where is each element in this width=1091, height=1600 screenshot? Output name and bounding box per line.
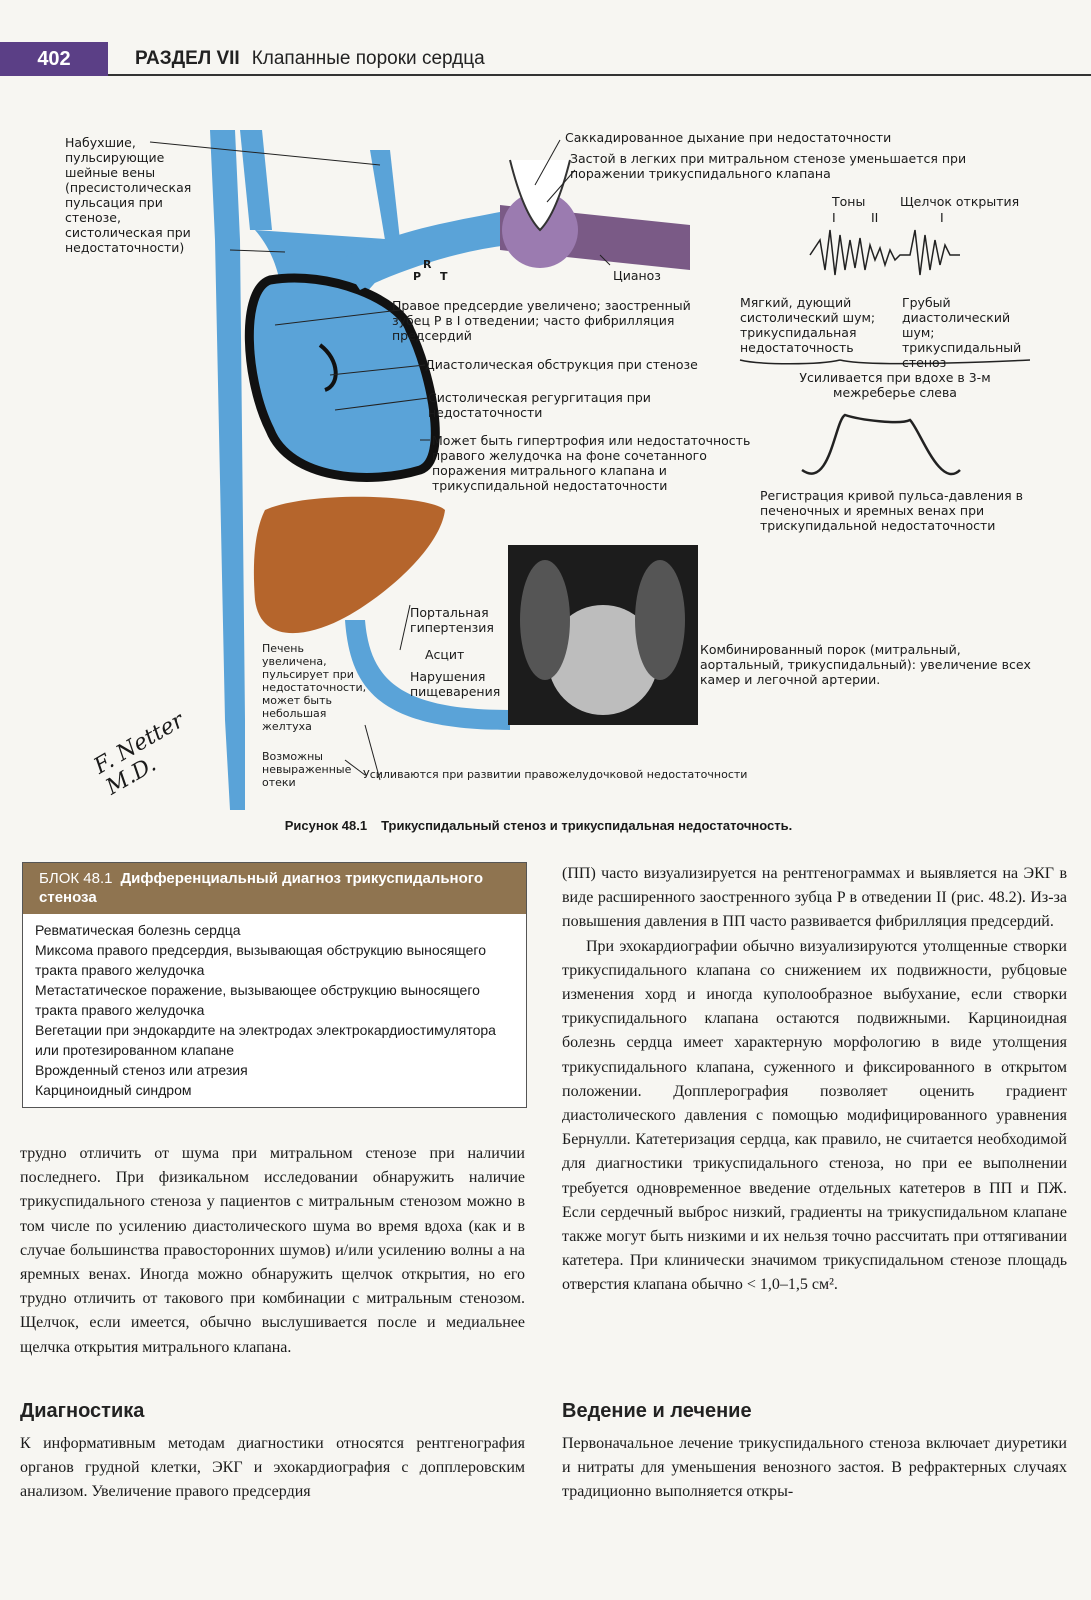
box-number: БЛОК 48.1 [39, 870, 113, 887]
label-opening-snap: Щелчок открытия [900, 194, 1020, 209]
pulmonary-artery [340, 210, 510, 290]
running-header [135, 48, 485, 70]
label-pulse-curve: Регистрация кривой пульса-давления в печеночных и яремных венах при трискупидальной недостаточности [760, 488, 1023, 533]
box-item: Карциноидный синдром [35, 1082, 192, 1098]
label-snap-tone-1: I [940, 210, 944, 225]
pulse-pressure-curve [802, 415, 960, 474]
label-digestion: Нарушения пищеварения [410, 669, 501, 699]
box-48-1 [22, 862, 527, 1108]
label-right-atrium: Правое предсердие увеличено; заостренный зубец P в I отведении; часто фибрилляция предсердий [392, 298, 691, 343]
label-diastolic-obstruction: Диастолическая обструкция при стенозе [425, 357, 698, 372]
diagnostics-heading: Диагностика [20, 1400, 145, 1422]
label-combined: Комбинированный порок (митральный, аортальный, трикуспидальный): увеличение всех камер и легочной артерии. [700, 642, 1031, 687]
heart-sound-waveform [810, 230, 960, 275]
page-number: 402 [0, 42, 108, 76]
ecg-p: P [413, 270, 422, 283]
body-paragraph: Первоначальное лечение трикуспидального стеноза включает диуретики и нитраты для уменьшения венозного застоя. В рефрактерных случаях традиционно выполняется откры- [562, 1435, 1067, 1501]
header-rule [108, 74, 1091, 76]
treatment-heading: Ведение и лечение [562, 1400, 752, 1422]
diagnostics-text [20, 1432, 525, 1505]
body-paragraph: трудно отличить от шума при митральном стенозе при наличии последнего. При физикальном исследовании обнаружить наличие трикуспидального стеноза у пациентов с митральным стенозом можно в том числе по усилению диастолического шума во время вдоха (как и в случае большинства правосторонних шумов) и/или усилению волны a на яремных венах. Иногда можно обнаружить щелчок открытия, но его трудно отличить от такового при комбинации с митральным стенозом. Щелчок, если имеется, обычно выслушивается после и медиальнее щелчка открытия митрального клапана. [20, 1145, 525, 1356]
caption-number: Рисунок 48.1 [284, 818, 368, 833]
label-edema: Возможны невыраженные отеки [262, 750, 352, 789]
chapter-title: Клапанные пороки сердца [251, 48, 485, 69]
label-cyanosis: Цианоз [613, 268, 661, 283]
figure-48-1 [40, 120, 1070, 810]
label-rough-murmur: Грубый диастолический шум; трикуспидальный стеноз [902, 295, 1022, 370]
figure-caption [0, 818, 1091, 833]
box-item: Миксома правого предсердия, вызывающая обструкцию выносящего тракта правого желудочка [35, 942, 487, 978]
label-neck-veins: Набухшие, пульсирующие шейные вены (пресистолическая пульсация при стенозе, систолическая при недостаточности) [65, 135, 192, 255]
right-column-text [562, 862, 1067, 1298]
caption-text: Трикуспидальный стеноз и трикуспидальная недостаточность. [381, 818, 793, 833]
box-list [23, 920, 526, 1100]
box-item: Вегетации при эндокардите на электродах электрокардиостимулятора или протезированном клапане [35, 1022, 496, 1058]
body-paragraph: При эхокардиографии обычно визуализируются утолщенные створки трикуспидального клапана со снижением их подвижности, рубцовые изменения хорд и иногда куполообразное выбухание, если створки трикуспидального клапана остаются подвижными. Карциноидная болезнь сердца имеет характерную морфологию в виде утолщения трикуспидального клапана, суженного и фиксированного в открытом положении. Допплерография позволяет оценить градиент диастолического давления с помощью модифицированного уравнения Бернулли. Катетеризация сердца, как правило, не считается необходимой для диагностики трикуспидального стеноза, но при ее выполнении требуется одновременное введение отдельных катетеров в ПП и ПЖ. Если сердечный выброс низкий, градиенты на трикуспидальном клапане также могут быть низкими и их нельзя точно рассчитать при оттягивании катетера. При клинически значимом трикуспидальном стенозе площадь отверстия клапана обычно < 1,0–1,5 см². [562, 937, 1067, 1294]
label-liver: Печень увеличена, пульсирует при недостаточности, может быть небольшая желтуха [262, 642, 367, 733]
label-tones: Тоны [832, 194, 866, 209]
box-item: Метастатическое поражение, вызывающее обструкцию выносящего тракта правого желудочка [35, 982, 480, 1018]
label-rv-hypertrophy: Может быть гипертрофия или недостаточность правого желудочка на фоне сочетанного поражения митрального клапана и трикуспидальной недостаточности [432, 433, 751, 493]
box-item: Врожденный стеноз или атрезия [35, 1062, 248, 1078]
body-paragraph: К информативным методам диагностики относятся рентгенография органов грудной клетки, ЭКГ и эхокардиография с допплеровским анализом. Увеличение правого предсердия [20, 1435, 525, 1501]
label-soft-murmur: Мягкий, дующий систолический шум; трикуспидальная недостаточность [740, 295, 876, 355]
label-rv-failure: Усиливаются при развитии правожелудочковой недостаточности [363, 768, 748, 781]
label-saccade: Саккадированное дыхание при недостаточности [565, 130, 892, 145]
jugular-vein-right [370, 150, 400, 240]
treatment-text [562, 1432, 1067, 1505]
ecg-t: T [440, 270, 448, 283]
vena-cava [210, 130, 245, 810]
xray-lung-right [635, 560, 685, 680]
label-systolic-regurg: Систолическая регургитация при недостаточности [428, 390, 651, 420]
xray-lung-left [520, 560, 570, 680]
label-tone-1: I [832, 210, 836, 225]
box-title: Дифференциальный диагноз трикуспидального стеноза [39, 870, 483, 906]
left-column-text [20, 1142, 525, 1360]
netter-signature: F. Netter M.D. [89, 708, 189, 801]
label-lung-congestion: Застой в легких при митральном стенозе уменьшается при поражении трикуспидального клапана [570, 151, 967, 181]
box-item: Ревматическая болезнь сердца [35, 922, 241, 938]
ecg-r: R [423, 258, 432, 271]
section-label: РАЗДЕЛ VII [135, 48, 240, 69]
box-title-bar [23, 863, 526, 914]
label-portal: Портальная гипертензия [410, 605, 494, 635]
label-inspiration: Усиливается при вдохе в 3-м межреберье слева [799, 370, 991, 400]
label-tone-2: II [871, 210, 879, 225]
jugular-vein [240, 130, 272, 230]
body-paragraph: (ПП) часто визуализируется на рентгенограммах и выявляется на ЭКГ в виде расширенного заостренного зубца P в отведении II (рис. 48.2). Из-за повышения давления в ПП часто развивается фибрилляция предсердий. [562, 865, 1067, 931]
label-ascites: Асцит [425, 647, 465, 662]
